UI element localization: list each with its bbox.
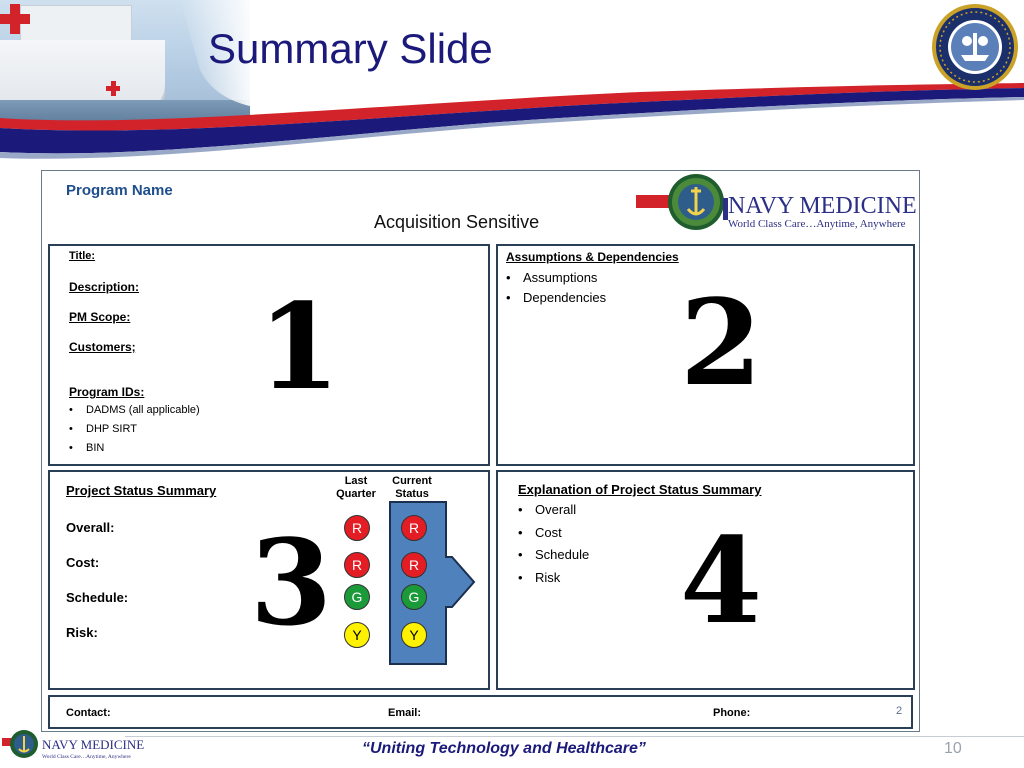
risk-label: Risk: bbox=[66, 625, 98, 640]
overall-last-status: R bbox=[344, 515, 370, 541]
logo-title-text: NAVY MEDICINE bbox=[728, 193, 917, 219]
risk-current-status: Y bbox=[401, 622, 427, 648]
schedule-last-status: G bbox=[344, 584, 370, 610]
list-item: • DADMS (all applicable) bbox=[69, 401, 200, 420]
footer-logo-tagline: World Class Care…Anytime, Anywhere bbox=[42, 754, 131, 760]
slide-title: Summary Slide bbox=[208, 25, 493, 72]
cost-last-status: R bbox=[344, 552, 370, 578]
footer-tagline: “Uniting Technology and Healthcare” bbox=[362, 740, 646, 757]
project-status-heading: Project Status Summary bbox=[66, 483, 217, 498]
list-item: • BIN bbox=[69, 439, 200, 458]
quadrant-number-4: 4 bbox=[680, 511, 763, 650]
pm-scope-label: PM Scope: bbox=[69, 310, 131, 324]
navy-bureau-seal-icon bbox=[931, 3, 1019, 91]
cost-label: Cost: bbox=[66, 555, 100, 570]
current-status-header: Current Status bbox=[392, 475, 432, 500]
footer-logo-title: NAVY MEDICINE bbox=[42, 737, 145, 752]
program-ids-list bbox=[69, 401, 200, 458]
phone-label: Phone: bbox=[713, 707, 751, 719]
schedule-label: Schedule: bbox=[66, 590, 129, 605]
slide-number: 10 bbox=[944, 740, 962, 757]
explanation-heading: Explanation of Project Status Summary bbox=[518, 482, 762, 497]
header-swoosh bbox=[0, 0, 1024, 170]
program-ids-label: Program IDs: bbox=[69, 385, 145, 399]
cost-current-status: R bbox=[401, 552, 427, 578]
email-label: Email: bbox=[388, 707, 422, 719]
schedule-current-status: G bbox=[401, 584, 427, 610]
overall-current-status: R bbox=[401, 515, 427, 541]
list-item: • Assumptions bbox=[506, 270, 606, 290]
last-quarter-header: Last Quarter bbox=[336, 475, 376, 500]
description-label: Description: bbox=[69, 280, 140, 294]
list-item: • Dependencies bbox=[506, 290, 606, 310]
navy-medicine-logo bbox=[636, 175, 916, 233]
quadrant-number-2: 2 bbox=[680, 273, 763, 412]
list-item: • Overall bbox=[518, 501, 589, 524]
list-item: • Schedule bbox=[518, 546, 589, 569]
assumptions-list bbox=[506, 270, 606, 310]
inner-page-number: 2 bbox=[896, 705, 903, 717]
quadrant-number-3: 3 bbox=[250, 513, 333, 652]
contact-bar bbox=[48, 695, 913, 729]
program-name: Program Name bbox=[66, 182, 173, 199]
contact-label: Contact: bbox=[66, 707, 111, 719]
logo-tagline-text: World Class Care…Anytime, Anywhere bbox=[728, 218, 906, 230]
quadrant-number-1: 1 bbox=[258, 277, 341, 416]
customers-label: Customers; bbox=[69, 340, 136, 354]
assumptions-heading: Assumptions & Dependencies bbox=[506, 250, 679, 264]
list-item: • DHP SIRT bbox=[69, 420, 200, 439]
explanation-list bbox=[518, 501, 589, 591]
list-item: • Risk bbox=[518, 569, 589, 592]
classification-label: Acquisition Sensitive bbox=[374, 212, 540, 232]
risk-last-status: Y bbox=[344, 622, 370, 648]
footer-navy-medicine-logo bbox=[2, 724, 145, 768]
title-label: Title: bbox=[69, 250, 96, 262]
overall-label: Overall: bbox=[66, 520, 115, 535]
list-item: • Cost bbox=[518, 524, 589, 547]
